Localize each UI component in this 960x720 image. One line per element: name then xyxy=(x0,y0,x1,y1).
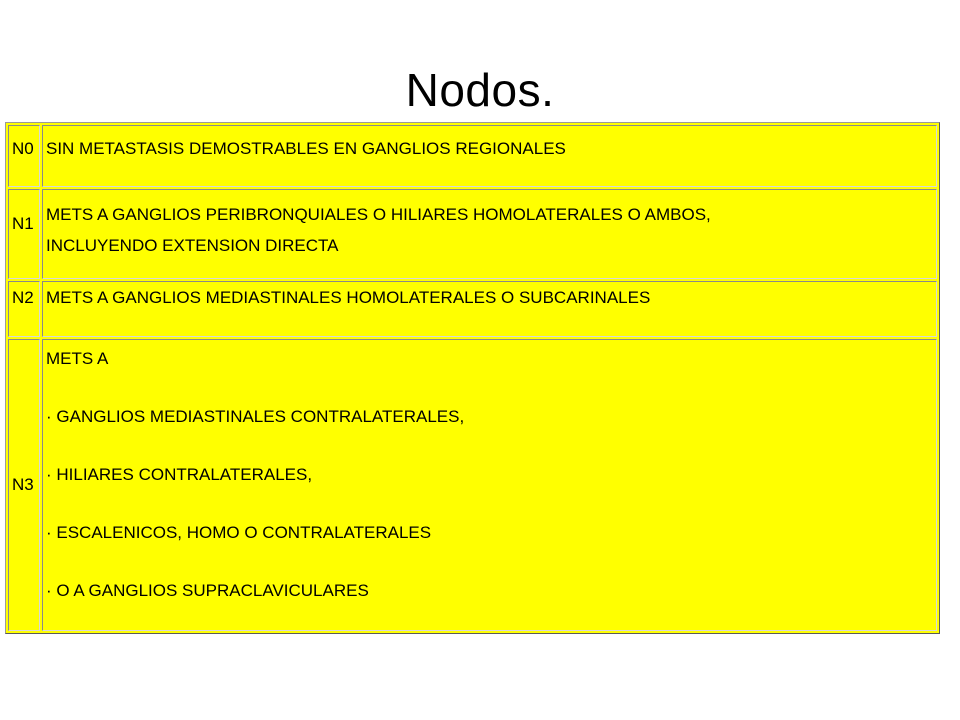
description-bullet: · HILIARES CONTRALATERALES, xyxy=(46,465,313,484)
table-row-n2 xyxy=(8,281,937,337)
nodes-table xyxy=(6,123,939,633)
description-line: SIN METASTASIS DEMOSTRABLES EN GANGLIOS REGIONALES xyxy=(46,139,566,158)
stage-code-n0: N0 xyxy=(8,125,40,187)
table-row-n0 xyxy=(8,125,937,187)
description-line: INCLUYENDO EXTENSION DIRECTA xyxy=(46,236,339,255)
table-row-n3 xyxy=(8,339,937,631)
description-line: METS A GANGLIOS PERIBRONQUIALES O HILIARES HOMOLATERALES O AMBOS, xyxy=(46,205,711,224)
stage-description-n0 xyxy=(42,125,937,187)
description-bullet: · GANGLIOS MEDIASTINALES CONTRALATERALES, xyxy=(46,407,465,426)
stage-description-n2 xyxy=(42,281,937,337)
description-line: METS A GANGLIOS MEDIASTINALES HOMOLATERALES O SUBCARINALES xyxy=(46,288,651,307)
description-bullet: · ESCALENICOS, HOMO O CONTRALATERALES xyxy=(46,523,432,542)
nodes-table-frame xyxy=(5,122,940,634)
stage-code-n3: N3 xyxy=(8,339,40,631)
stage-code-n1: N1 xyxy=(8,189,40,279)
description-bullet: · O A GANGLIOS SUPRACLAVICULARES xyxy=(46,581,369,600)
table-row-n1 xyxy=(8,189,937,279)
page-title: Nodos. xyxy=(405,64,555,116)
description-line: METS A xyxy=(46,349,109,368)
stage-description-n1 xyxy=(42,189,937,279)
stage-code-n2: N2 xyxy=(8,281,40,337)
stage-description-n3 xyxy=(42,339,937,631)
